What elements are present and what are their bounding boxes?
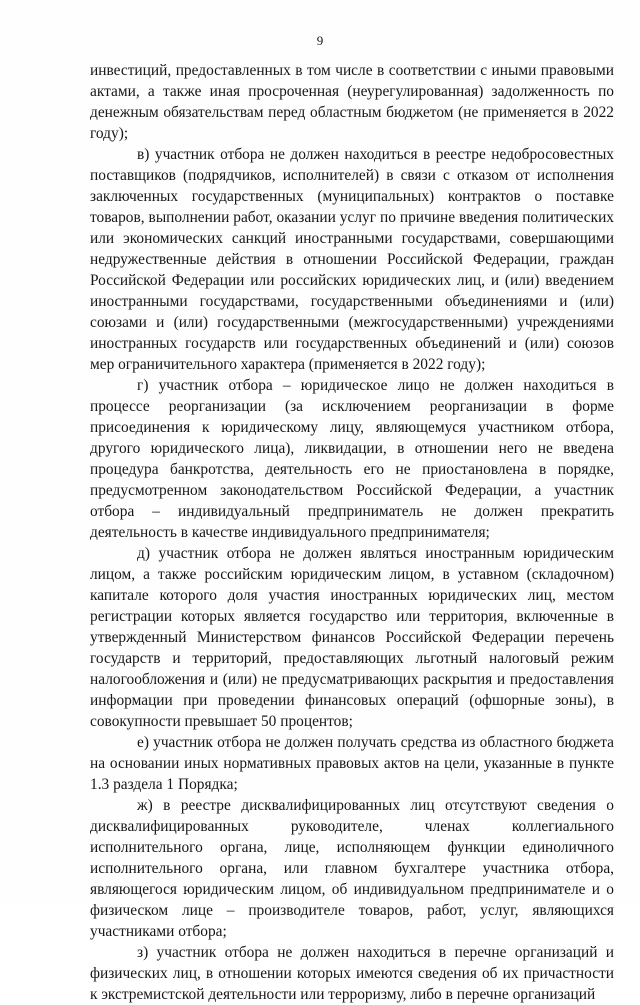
page-number: 9	[316, 33, 324, 48]
paragraph-z-extremism-list: з) участник отбора не должен находиться в перечне организаций и физических лиц, в отношении которых имеются сведения об их причастности к экстремистской деятельности или терроризму, либо в перечне организаций	[90, 944, 614, 1003]
paragraph-d-foreign-entity: д) участник отбора не должен являться иностранным юридическим лицом, а также российским юридическим лицом, в уставном (складочном) капитале которого доля участия иностранных юридических лиц, местом регистрации которых является государство или территория, включенные в утвержденный Министерством финансов Российской Федерации перечень государств и территорий, предоставляющих льготный налоговый режим налогообложения и (или) не предусматривающих раскрытия и предоставления информации при проведении финансовых операций (офшорные зоны), в совокупности превышает 50 процентов;	[90, 545, 614, 730]
paragraph-e-regional-budget: е) участник отбора не должен получать средства из областного бюджета на основании иных нормативных правовых актов на цели, указанные в пункте 1.3 раздела 1 Порядка;	[90, 734, 614, 793]
document-body	[90, 60, 614, 1005]
paragraph-v-unfair-suppliers: в) участник отбора не должен находиться в реестре недобросовестных поставщиков (подрядчиков, исполнителей) в связи с отказом от исполнения заключенных государственных (муниципальных) контрактов о поставке товаров, выполнении работ, оказании услуг по причине введения политических или экономических санкций иностранными государствами, совершающими недружественные действия в отношении Российской Федерации, граждан Российской Федерации или российских юридических лиц, и (или) введением иностранными государствами, государственными объединениями и (или) союзами и (или) государственными (межгосударственными) учреждениями иностранных государств или государственных объединений и (или) союзов мер ограничительного характера (применяется в 2022 году);	[90, 146, 614, 373]
paragraph-zh-disqualified-persons: ж) в реестре дисквалифицированных лиц отсутствуют сведения о дисквалифицированных руководителе, членах коллегиального исполнительного органа, лице, исполняющем функции единоличного исполнительного органа, или главном бухгалтере участника отбора, являющегося юридическим лицом, об индивидуальном предпринимателе и о физическом лице – производителе товаров, работ, услуг, являющихся участниками отбора;	[90, 797, 614, 940]
paragraph-g-reorganization: г) участник отбора – юридическое лицо не должен находиться в процессе реорганизации (за исключением реорганизации в форме присоединения к юридическому лицу, являющемуся участником отбора, другого юридического лица), ликвидации, в отношении него не введена процедура банкротства, деятельность его не приостановлена в порядке, предусмотренном законодательством Российской Федерации, а участник отбора – индивидуальный предприниматель не должен прекратить деятельность в качестве индивидуального предпринимателя;	[90, 377, 614, 541]
paragraph-investments-tail: инвестиций, предоставленных в том числе в соответствии с иными правовыми актами, а также иная просроченная (неурегулированная) задолженность по денежным обязательствам перед областным бюджетом (не применяется в 2022 году);	[90, 62, 614, 142]
